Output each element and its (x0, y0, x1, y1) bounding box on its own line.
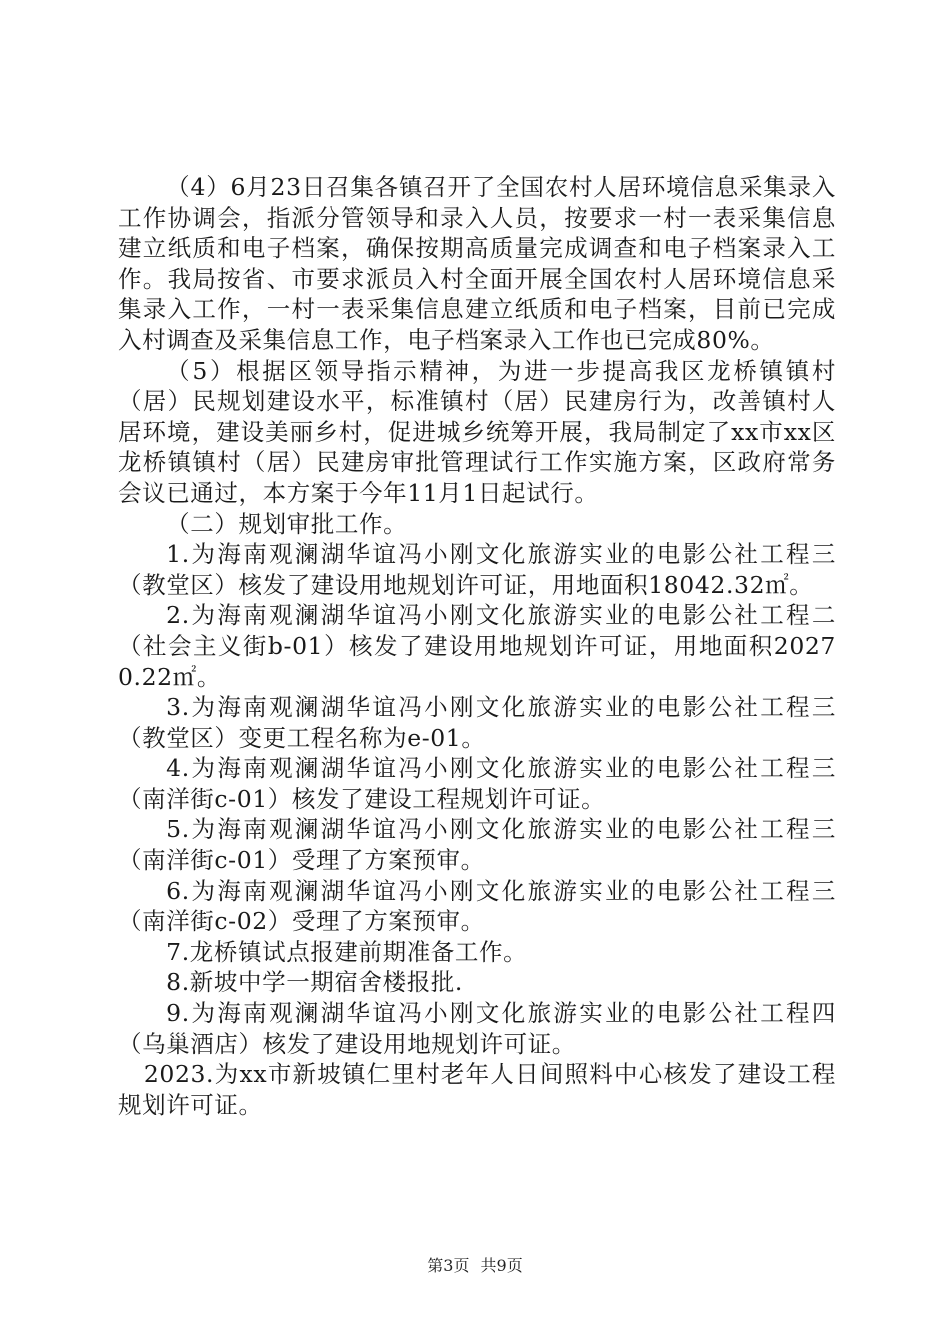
list-item-5: 5.为海南观澜湖华谊冯小刚文化旅游实业的电影公社工程三（南洋街c-01）受理了方案预审。 (118, 815, 836, 875)
list-item-8: 8.新坡中学一期宿舍楼报批. (166, 968, 463, 997)
list-item-3: 3.为海南观澜湖华谊冯小刚文化旅游实业的电影公社工程三（教堂区）变更工程名称为e-01。 (118, 693, 836, 752)
list-item-4: 4.为海南观澜湖华谊冯小刚文化旅游实业的电影公社工程三（南洋街c-01）核发了建设工程规划许可证。 (118, 754, 836, 813)
document-body (118, 172, 836, 1120)
list-item-9: 9.为海南观澜湖华谊冯小刚文化旅游实业的电影公社工程四（乌巢酒店）核发了建设用地规划许可证。 (118, 999, 836, 1058)
list-item-2023: 2023.为xx市新坡镇仁里村老年人日间照料中心核发了建设工程规划许可证。 (118, 1060, 836, 1119)
paragraph-item-5: （5）根据区领导指示精神，为进一步提高我区龙桥镇镇村（居）民规划建设水平，标准镇村（居）民建房行为，改善镇村人居环境，建设美丽乡村，促进城乡统筹开展，我局制定了xx市xx区龙桥镇镇村（居）民建房审批管理试行工作实施方案，区政府常务会议已通过，本方案于今年11月1日起试行。 (118, 356, 836, 507)
page-footer (0, 1253, 950, 1276)
list-item-6: 6.为海南观澜湖华谊冯小刚文化旅游实业的电影公社工程三（南洋街c-02）受理了方案预审。 (118, 876, 836, 936)
paragraph-item-4: （4）6月23日召集各镇召开了全国农村人居环境信息采集录入工作协调会，指派分管领导和录入人员，按要求一村一表采集信息建立纸质和电子档案，确保按期高质量完成调查和电子档案录入工作。我局按省、市要求派员入村全面开展全国农村人居环境信息采集录入工作，一村一表采集信息建立纸质和电子档案，目前已完成入村调查及采集信息工作，电子档案录入工作也已完成80%。 (118, 173, 836, 354)
page-number: 第3页 (427, 1256, 470, 1275)
list-item-1: 1.为海南观澜湖华谊冯小刚文化旅游实业的电影公社工程三（教堂区）核发了建设用地规划许可证，用地面积18042.32㎡。 (118, 540, 836, 599)
list-item-2: 2.为海南观澜湖华谊冯小刚文化旅游实业的电影公社工程二（社会主义街b-01）核发了建设用地规划许可证，用地面积20270.22㎡。 (118, 601, 836, 691)
list-item-7: 7.龙桥镇试点报建前期准备工作。 (166, 937, 528, 966)
section-heading-planning-approval: （二）规划审批工作。 (166, 509, 408, 538)
page-total: 共9页 (480, 1256, 523, 1275)
